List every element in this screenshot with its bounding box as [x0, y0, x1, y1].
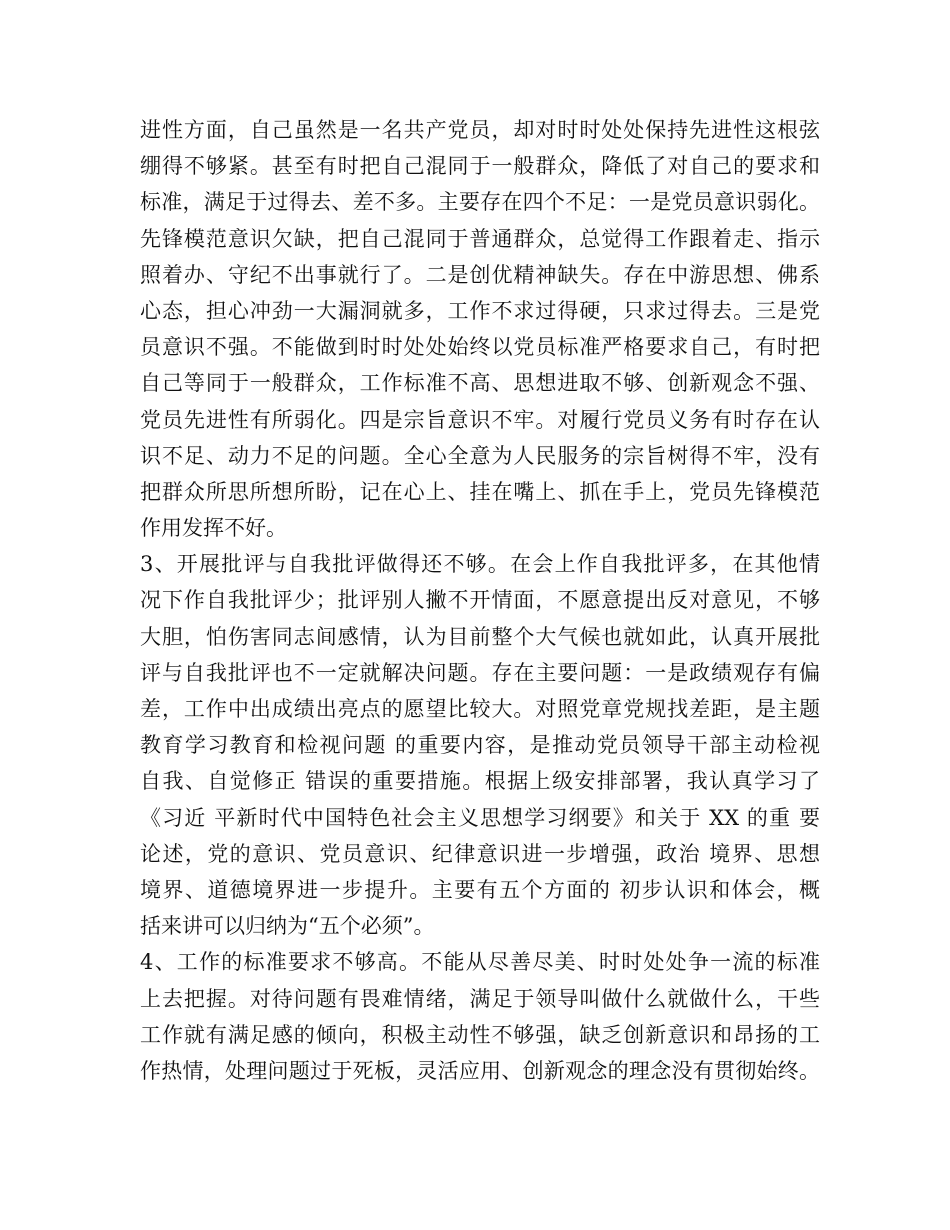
body-text	[140, 112, 820, 1089]
text-line: 把群众所思所想所盼，记在心上、挂在嘴上、抓在手上，党员先锋模范	[140, 479, 820, 504]
text-line: 作热情，处理问题过于死板，灵活应用、创新观念的理念没有贯彻始终。	[140, 1058, 820, 1083]
text-line: 教育学习教育和检视问题 的重要内容，是推动党员领导干部主动检视	[140, 733, 820, 758]
text-line: 识不足、动力不足的问题。全心全意为人民服务的宗旨树得不牢，没有	[140, 443, 820, 468]
text-line: 自我、自觉修正 错误的重要措施。根据上级安排部署，我认真学习了	[140, 769, 820, 794]
text-line: 党员先进性有所弱化。四是宗旨意识不牢。对履行党员义务有时存在认	[140, 407, 820, 432]
text-line: 上去把握。对待问题有畏难情绪，满足于领导叫做什么就做什么，干些	[140, 986, 820, 1011]
text-line: 进性方面，自己虽然是一名共产党员，却对时时处处保持先进性这根弦	[140, 118, 820, 142]
text-line: 境界、道德境界进一步提升。主要有五个方面的 初步认识和体会，概	[140, 877, 820, 902]
text-line: 先锋模范意识欠缺，把自己混同于普通群众，总觉得工作跟着走、指示	[140, 226, 820, 251]
text-line: 括来讲可以归纳为“五个必须”。	[140, 914, 435, 939]
text-line: 论述，党的意识、党员意识、纪律意识进一步增强，政治 境界、思想	[140, 841, 820, 866]
text-line: 《习近 平新时代中国特色社会主义思想学习纲要》和关于 XX 的重 要	[140, 805, 820, 830]
text-line: 工作就有满足感的倾向，积极主动性不够强，缺乏创新意识和昂扬的工	[140, 1022, 820, 1047]
text-line: 标准，满足于过得去、差不多。主要存在四个不足：一是党员意识弱化。	[140, 190, 820, 215]
text-line: 评与自我批评也不一定就解决问题。存在主要问题：一是政绩观存有偏	[140, 660, 820, 685]
text-line: 作用发挥不好。	[140, 516, 287, 541]
text-line: 照着办、守纪不出事就行了。二是创优精神缺失。存在中游思想、佛系	[140, 262, 820, 287]
text-line: 心态，担心冲劲一大漏洞就多，工作不求过得硬，只求过得去。三是党	[140, 298, 820, 323]
text-line: 况下作自我批评少；批评别人撇不开情面，不愿意提出反对意见，不够	[140, 588, 820, 613]
text-line: 差，工作中出成绩出亮点的愿望比较大。对照党章党规找差距，是主题	[140, 697, 820, 721]
text-line: 4、工作的标准要求不够高。不能从尽善尽美、时时处处争一流的标准	[140, 950, 820, 975]
text-line: 员意识不强。不能做到时时处处始终以党员标准严格要求自己，有时把	[140, 335, 820, 360]
text-line: 绷得不够紧。甚至有时把自己混同于一般群众，降低了对自己的要求和	[140, 154, 820, 179]
text-line: 大胆，怕伤害同志间感情，认为目前整个大气候也就如此，认真开展批	[140, 624, 820, 649]
text-line: 自己等同于一般群众，工作标准不高、思想进取不够、创新观念不强、	[140, 371, 820, 396]
text-line: 3、开展批评与自我批评做得还不够。在会上作自我批评多，在其他情	[140, 552, 820, 577]
